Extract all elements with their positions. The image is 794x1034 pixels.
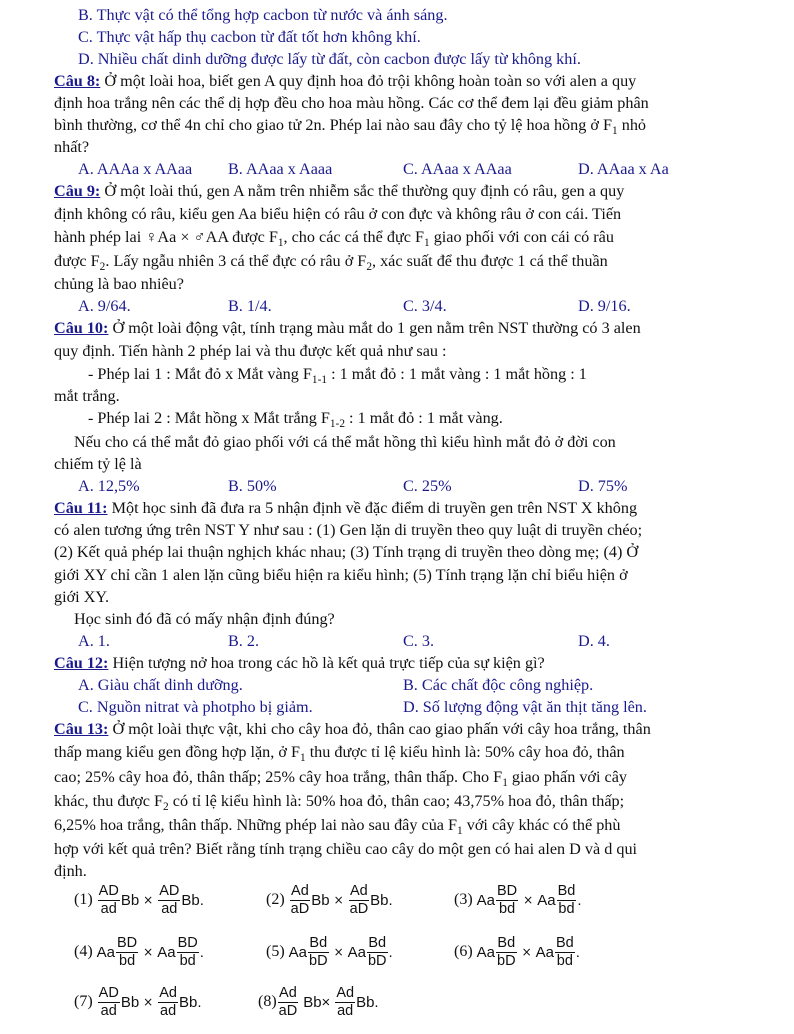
- question-10-line-4: mắt trắng.: [54, 387, 120, 405]
- formula-5: [266, 932, 393, 972]
- genotype-tail: .: [575, 943, 580, 961]
- fraction: [555, 935, 575, 970]
- question-9-label: Câu 9:: [54, 182, 101, 200]
- times-sign: ×: [521, 945, 532, 959]
- fraction: [349, 883, 370, 918]
- numerator: Bd: [368, 934, 387, 951]
- question-10-line-6: Nếu cho cá thể mắt đỏ giao phối với cá thể mắt hồng thì kiểu hình mắt đỏ ở đời con: [74, 433, 616, 451]
- genotype-tail: Bb.: [178, 993, 202, 1011]
- denominator: ad: [160, 1002, 177, 1019]
- fraction: [177, 935, 199, 970]
- question-11-line-6: Học sinh đó đã có mấy nhận định đúng?: [74, 610, 335, 628]
- question-13-line-6: hợp với kết quả trên? Biết rằng tính trạng chiều cao cây do một gen có hai alen D và d qui: [54, 840, 638, 858]
- genotype-prefix: Aa: [476, 943, 496, 961]
- question-10-line-7: chiếm tỷ lệ là: [54, 455, 142, 473]
- question-13-text: Ở một loài thực vật, khi cho cây hoa đỏ, thân cao giao phấn với cây hoa trắng, thân: [108, 720, 651, 738]
- formula-3-label: (3): [454, 891, 473, 908]
- q13-sub-3: 2: [163, 801, 169, 814]
- q9-option-b: B. 1/4.: [228, 297, 272, 315]
- q10-text-5a: - Phép lai 2 : Mắt hồng x Mắt trắng F: [88, 409, 330, 427]
- genotype-tail: .: [388, 943, 393, 961]
- question-8-text: Ở một loài hoa, biết gen A quy định hoa đỏ trội không hoàn toàn so với alen a quy: [100, 72, 637, 90]
- question-10-line-1: [54, 317, 740, 339]
- q10-option-b: B. 50%: [228, 477, 277, 495]
- q10-option-c: C. 25%: [403, 477, 452, 495]
- fraction: [158, 985, 178, 1020]
- question-9-text: Ở một loài thú, gen A nằm trên nhiễm sắc thể thường quy định có râu, gen a quy: [100, 182, 625, 200]
- genotype-tail: .: [199, 943, 204, 961]
- genotype-tail: Bb.: [356, 993, 379, 1011]
- q10-text-3b: : 1 mắt đỏ : 1 mắt vàng : 1 mắt hồng : 1: [327, 365, 587, 383]
- numerator: AD: [98, 882, 119, 899]
- q13-text-4b: có tỉ lệ kiểu hình là: 50% hoa đỏ, thân cao; 43,75% hoa đỏ, thân thấp;: [168, 792, 625, 810]
- q8-text-3b: nhỏ: [617, 116, 646, 134]
- fraction: [308, 935, 329, 970]
- q9-text-3b: , cho các cá thể đực F: [283, 228, 424, 246]
- fraction: [290, 883, 311, 918]
- formula-2-label: (2): [266, 891, 285, 908]
- denominator: bd: [556, 952, 573, 969]
- q12-option-b: B. Các chất độc công nghiệp.: [403, 676, 594, 694]
- question-13-line-2: [54, 741, 740, 769]
- formula-6: [454, 932, 580, 972]
- q11-option-a: A. 1.: [78, 632, 110, 650]
- denominator: bD: [367, 952, 387, 969]
- numerator: BD: [177, 934, 198, 951]
- q11-option-d: D. 4.: [578, 632, 610, 650]
- fraction: [116, 935, 138, 970]
- formula-1: [74, 880, 204, 920]
- q13-text-5a: 6,25% hoa trắng, thân thấp. Những phép lai nào sau đây của F: [54, 816, 458, 834]
- option-b-prev: B. Thực vật có thể tổng hợp cacbon từ nước và ánh sáng.: [78, 6, 448, 24]
- times-sign: ×: [143, 995, 154, 1009]
- q8-option-d: D. AAaa x Aa: [578, 160, 669, 178]
- question-8-line-2: định hoa trắng nên các thể dị hợp đều cho hoa màu hồng. Các cơ thể đem lại đều giảm phân: [54, 94, 649, 112]
- formula-4: [74, 932, 204, 972]
- times-sign: ×: [333, 945, 344, 959]
- question-12-label: Câu 12:: [54, 654, 109, 672]
- denominator: ad: [100, 1002, 117, 1019]
- question-8-line-4: nhất?: [54, 138, 90, 156]
- genotype-tail: Bb: [120, 993, 140, 1011]
- question-11-line-2: có alen tương ứng trên NST Y như sau : (1) Gen lặn di truyền theo quy luật di truyền chéo;: [54, 521, 643, 539]
- fraction: [98, 883, 120, 918]
- q12-option-a: A. Giàu chất dinh dưỡng.: [78, 676, 243, 694]
- q10-option-a: A. 12,5%: [78, 477, 140, 495]
- numerator: BD: [497, 882, 518, 899]
- denominator: bD: [497, 952, 516, 969]
- question-11-line-4: giới XY chỉ cần 1 alen lặn cũng biểu hiện ra kiểu hình; (5) Tính trạng lặn chỉ biểu hiện ở: [54, 566, 628, 584]
- question-10-label: Câu 10:: [54, 319, 109, 337]
- formula-4-label: (4): [74, 943, 93, 960]
- genotype-prefix: Aa: [476, 891, 496, 909]
- question-11-line-5: giới XY.: [54, 588, 110, 606]
- genotype-prefix: Aa: [288, 943, 308, 961]
- q13-text-2a: thấp mang kiểu gen đồng hợp lặn, ở F: [54, 743, 300, 761]
- denominator: aD: [278, 1002, 298, 1019]
- denominator: aD: [290, 900, 310, 917]
- q13-sub-4: 1: [457, 825, 463, 838]
- q9-text-4b: . Lấy ngẫu nhiên 3 cá thể đực có râu ở F: [105, 252, 367, 270]
- q9-sub-4: 2: [366, 261, 372, 274]
- denominator: bd: [499, 900, 516, 917]
- denominator: bD: [309, 952, 328, 969]
- genotype-tail: Bb.: [370, 891, 393, 909]
- denominator: aD: [349, 900, 369, 917]
- denominator: ad: [337, 1002, 354, 1019]
- formula-8-label: (8): [258, 993, 277, 1010]
- q9-text-4a: được F: [54, 252, 100, 270]
- q12-option-d: D. Số lượng động vật ăn thịt tăng lên.: [403, 698, 647, 716]
- question-8-label: Câu 8:: [54, 72, 101, 90]
- formula-2: [266, 880, 393, 920]
- numerator: Bd: [309, 934, 328, 951]
- q8-option-c: C. AAaa x AAaa: [403, 160, 512, 178]
- denominator: bd: [119, 952, 136, 969]
- q11-option-b: B. 2.: [228, 632, 260, 650]
- formula-7: [74, 982, 202, 1022]
- q8-text-3a: bình thường, cơ thể 4n chỉ cho giao tử 2n. Phép lai nào sau đây cho tỷ lệ hoa hồng ở F: [54, 116, 612, 134]
- genotype-prefix: Aa: [537, 891, 556, 909]
- q8-option-b: B. AAaa x Aaaa: [228, 160, 333, 178]
- formula-7-label: (7): [74, 993, 93, 1010]
- q9-option-a: A. 9/64.: [78, 297, 131, 315]
- q9-text-3a: hành phép lai ♀Aa × ♂AA được F: [54, 228, 278, 246]
- q13-text-4a: khác, thu được F: [54, 792, 164, 810]
- question-9-line-2: định không có râu, kiểu gen Aa biểu hiện có râu ở con đực và không râu ở con cái. Tiến: [54, 205, 622, 223]
- times-sign: ×: [523, 893, 534, 907]
- q13-sub-1: 1: [299, 752, 306, 765]
- denominator: ad: [161, 900, 178, 917]
- genotype-tail: Bb.: [181, 891, 204, 909]
- option-c-prev: C. Thực vật hấp thụ cacbon từ đất tốt hơn không khí.: [78, 28, 421, 46]
- fraction: [98, 985, 120, 1020]
- question-9-line-1: [54, 180, 740, 202]
- numerator: AD: [159, 882, 180, 899]
- question-10-text: Ở một loài động vật, tính trạng màu mắt do 1 gen nằm trên NST thường có 3 alen: [108, 319, 641, 337]
- fraction: [158, 883, 180, 918]
- question-12-text: Hiện tượng nở hoa trong các hồ là kết quả trực tiếp của sự kiện gì?: [108, 654, 545, 672]
- formula-8: [258, 982, 379, 1022]
- q9-text-3c: giao phối với con cái có râu: [429, 228, 614, 246]
- q9-option-c: C. 3/4.: [403, 297, 447, 315]
- numerator: Ad: [159, 984, 177, 1001]
- question-13-line-7: định.: [54, 862, 87, 880]
- numerator: Ad: [279, 984, 297, 1001]
- times-sign: ×: [143, 893, 154, 907]
- q10-sub-1: 1-1: [311, 374, 328, 387]
- denominator: ad: [100, 900, 117, 917]
- denominator: bd: [179, 952, 196, 969]
- q13-text-3a: cao; 25% cây hoa đỏ, thân thấp; 25% cây hoa trắng, thân thấp. Cho F: [54, 768, 503, 786]
- formula-5-label: (5): [266, 943, 285, 960]
- question-8-line-1: [54, 70, 740, 92]
- numerator: Ad: [350, 882, 368, 899]
- fraction: [367, 935, 388, 970]
- question-13-line-1: [54, 718, 740, 740]
- question-9-line-5: chủng là bao nhiêu?: [54, 275, 184, 293]
- genotype-prefix: Aa: [96, 943, 116, 961]
- numerator: BD: [117, 934, 138, 951]
- question-10-line-2: quy định. Tiến hành 2 phép lai và thu được kết quả như sau :: [54, 342, 447, 360]
- genotype-prefix: Aa: [347, 943, 366, 961]
- question-11-label: Câu 11:: [54, 499, 108, 517]
- q9-option-d: D. 9/16.: [578, 297, 631, 315]
- numerator: Ad: [336, 984, 355, 1001]
- q13-text-2b: thu được tỉ lệ kiểu hình là: 50% cây hoa đỏ, thân: [305, 743, 625, 761]
- fraction: [335, 985, 355, 1020]
- numerator: Bd: [557, 882, 576, 899]
- genotype-prefix: Aa: [535, 943, 554, 961]
- q10-sub-2: 1-2: [329, 418, 345, 431]
- q13-sub-2: 1: [502, 777, 508, 790]
- formula-6-label: (6): [454, 943, 473, 960]
- genotype-tail: Bb: [311, 891, 330, 909]
- fraction: [278, 985, 299, 1020]
- formula-1-label: (1): [74, 891, 93, 908]
- denominator: bd: [558, 900, 575, 917]
- q8-option-a: A. AAAa x AAaa: [78, 160, 193, 178]
- q12-option-c: C. Nguồn nitrat và photpho bị giảm.: [78, 698, 313, 716]
- formula-3: [454, 880, 582, 920]
- question-12-line-1: [54, 652, 740, 674]
- genotype-tail: Bb: [120, 891, 140, 909]
- genotype-prefix: Aa: [157, 943, 176, 961]
- times-sign: ×: [333, 893, 344, 907]
- times-sign: ×: [143, 945, 154, 959]
- option-d-prev: D. Nhiều chất dinh dưỡng được lấy từ đất, còn cacbon được lấy từ không khí.: [78, 50, 581, 68]
- q10-text-5b: : 1 mắt đỏ : 1 mắt vàng.: [345, 409, 503, 427]
- genotype-tail: Bb×: [303, 993, 331, 1011]
- q10-text-3a: - Phép lai 1 : Mắt đỏ x Mắt vàng F: [88, 365, 312, 383]
- q13-text-5b: với cây khác có thể phù: [462, 816, 621, 834]
- fraction: [557, 883, 577, 918]
- numerator: AD: [98, 984, 119, 1001]
- fraction: [496, 883, 518, 918]
- question-11-line-3: (2) Kết quả phép lai thuận nghịch khác nhau; (3) Tính trạng di truyền theo dòng mẹ; (4) Ở: [54, 543, 639, 561]
- fraction: [496, 935, 517, 970]
- q9-sub-2: 1: [423, 237, 430, 250]
- genotype-tail: .: [577, 891, 582, 909]
- numerator: Bd: [555, 934, 574, 951]
- q11-option-c: C. 3.: [403, 632, 435, 650]
- question-11-line-1: [54, 497, 740, 519]
- numerator: Ad: [291, 882, 309, 899]
- q13-text-3b: giao phấn với cây: [507, 768, 627, 786]
- q9-sub-3: 2: [99, 261, 106, 274]
- q9-text-4c: , xác suất để thu được 1 cá thể thuần: [371, 252, 608, 270]
- numerator: Bd: [497, 934, 516, 951]
- q8-sub: 1: [612, 125, 618, 138]
- question-11-text: Một học sinh đã đưa ra 5 nhận định về đặc điểm di truyền gen trên NST X không: [107, 499, 638, 517]
- q10-option-d: D. 75%: [578, 477, 628, 495]
- question-13-label: Câu 13:: [54, 720, 109, 738]
- q9-sub-1: 1: [277, 237, 284, 250]
